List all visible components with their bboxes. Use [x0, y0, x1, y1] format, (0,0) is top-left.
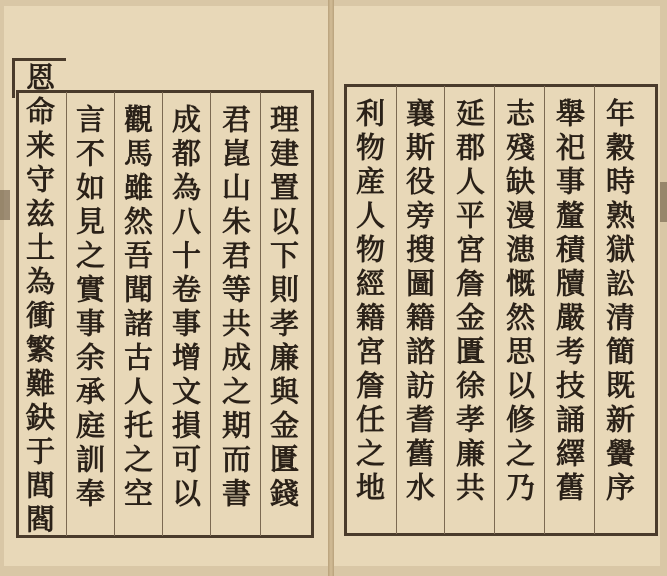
column-rule [114, 92, 115, 536]
column-rule [66, 92, 67, 536]
text-column-4: 觀馬雖然吾聞諸古人托之空 [120, 104, 154, 512]
column-rule [162, 92, 163, 536]
text-column-2: 舉祀事釐積牘嚴考技誦繹舊 [552, 98, 586, 506]
column-rule [396, 86, 397, 534]
column-rule [594, 86, 595, 534]
text-column-1: 年穀時熟獄訟清簡既新黌序 [602, 98, 636, 506]
column-rule [260, 92, 261, 536]
column-rule [494, 86, 495, 534]
fore-edge-mark [0, 190, 10, 220]
text-column-6: 利物産人物經籍宮詹任之地 [352, 98, 386, 506]
text-column-5: 言不如見之實事余承庭訓奉 [72, 104, 106, 512]
text-column-1: 理建置以下則孝廉與金匱錢 [266, 104, 300, 512]
text-column-2: 君崑山朱君等共成之期而書 [218, 104, 252, 512]
text-column-6-raised: 恩命来守兹土為衝繁難鈌于閭閻 [22, 62, 56, 538]
column-rule [210, 92, 211, 536]
text-column-3: 成都為八十卷事增文損可以 [168, 104, 202, 512]
text-column-3: 志殘缺漫漶慨然思以修之乃 [502, 98, 536, 506]
fore-edge-mark [660, 182, 667, 222]
text-column-5: 襄斯役旁搜圖籍諮訪耆舊水 [402, 98, 436, 506]
column-rule [444, 86, 445, 534]
column-rule [544, 86, 545, 534]
text-column-4: 延郡人平宮詹金匱徐孝廉共 [452, 98, 486, 506]
